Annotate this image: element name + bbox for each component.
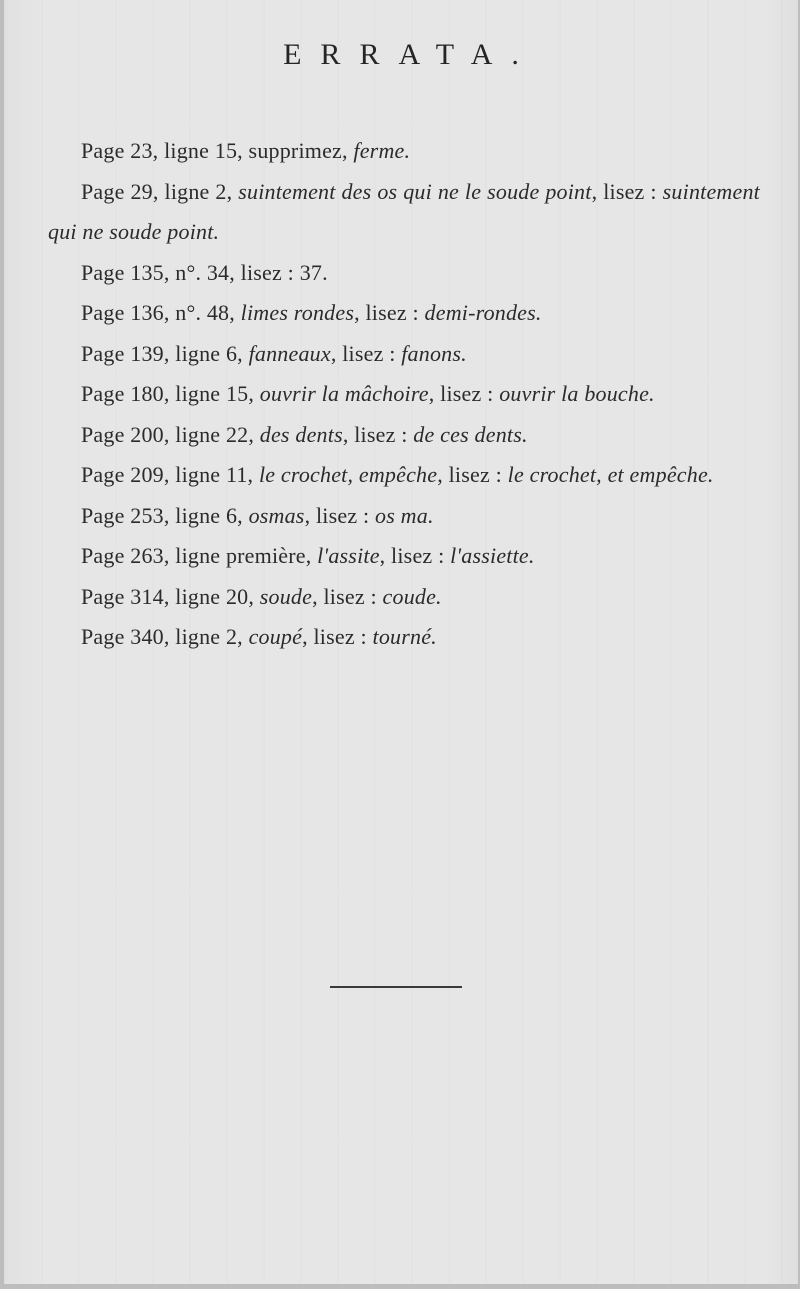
entry-error-text: osmas xyxy=(248,502,305,528)
entry-reference: Page 209, ligne 11, xyxy=(81,462,259,487)
entry-lisez: , lisez : xyxy=(354,300,425,325)
entry-correction: le crochet, et empêche. xyxy=(507,462,714,487)
entry-lisez: , lisez : xyxy=(591,178,663,204)
entry-reference: Page 253, ligne 6, xyxy=(81,502,249,528)
errata-entry xyxy=(48,172,760,253)
errata-list xyxy=(48,131,760,658)
errata-entry xyxy=(48,496,760,537)
errata-entry xyxy=(48,334,760,375)
entry-correction: l'assiette. xyxy=(450,543,535,568)
entry-correction: fanons. xyxy=(401,340,467,366)
errata-entry xyxy=(48,415,760,456)
entry-lisez: , lisez : xyxy=(379,543,451,568)
entry-lisez: , lisez : xyxy=(302,624,373,649)
entry-error-text: des dents xyxy=(259,421,343,447)
entry-reference: Page 340, ligne 2, xyxy=(81,624,249,649)
errata-entry xyxy=(48,617,760,658)
errata-page xyxy=(4,0,798,1284)
entry-reference: Page 139, ligne 6, xyxy=(81,340,249,366)
entry-error-text: le crochet, empêche xyxy=(258,462,438,487)
entry-correction: suintement qui ne soude point. xyxy=(48,178,760,244)
entry-error-text: suintement des os qui ne le soude point xyxy=(238,178,592,204)
entry-correction: os ma. xyxy=(375,502,434,528)
entry-correction: de ces dents. xyxy=(413,421,528,447)
errata-entry xyxy=(48,455,760,496)
entry-error-text: fanneaux xyxy=(248,340,331,366)
entry-reference: Page 23, ligne 15, supprimez, xyxy=(81,138,354,163)
entry-reference: Page 200, ligne 22, xyxy=(81,421,260,447)
entry-reference: Page 180, ligne 15, xyxy=(81,381,260,406)
entry-correction: coude. xyxy=(382,583,442,609)
errata-entry xyxy=(48,536,760,577)
entry-reference: Page 135, n°. 34, lisez : 37. xyxy=(81,259,328,285)
entry-error-text: ferme. xyxy=(353,138,411,163)
errata-entry xyxy=(48,293,760,334)
errata-entry xyxy=(48,131,760,172)
entry-lisez: , lisez : xyxy=(437,462,508,487)
entry-error-text: limes rondes xyxy=(240,300,355,325)
errata-entry xyxy=(48,374,760,415)
errata-entry xyxy=(48,577,760,618)
entry-reference: Page 314, ligne 20, xyxy=(81,583,260,609)
errata-entry xyxy=(48,253,760,294)
page-title: ERRATA. xyxy=(283,38,538,71)
entry-reference: Page 263, ligne première, xyxy=(81,543,318,568)
entry-reference: Page 136, n°. 48, xyxy=(81,300,241,325)
entry-error-text: coupé xyxy=(248,624,303,649)
entry-lisez: , lisez : xyxy=(330,340,402,366)
entry-reference: Page 29, ligne 2, xyxy=(81,178,239,204)
entry-error-text: l'assite xyxy=(317,543,380,568)
entry-error-text: ouvrir la mâchoire xyxy=(259,381,429,406)
entry-lisez: , lisez : xyxy=(304,502,376,528)
closing-rule xyxy=(330,986,462,988)
entry-correction: tourné. xyxy=(372,624,437,649)
entry-lisez: , lisez : xyxy=(428,381,500,406)
entry-lisez: , lisez : xyxy=(342,421,414,447)
entry-error-text: soude xyxy=(259,583,313,609)
entry-correction: ouvrir la bouche. xyxy=(499,381,655,406)
entry-correction: demi-rondes. xyxy=(424,300,542,325)
entry-lisez: , lisez : xyxy=(312,583,383,609)
